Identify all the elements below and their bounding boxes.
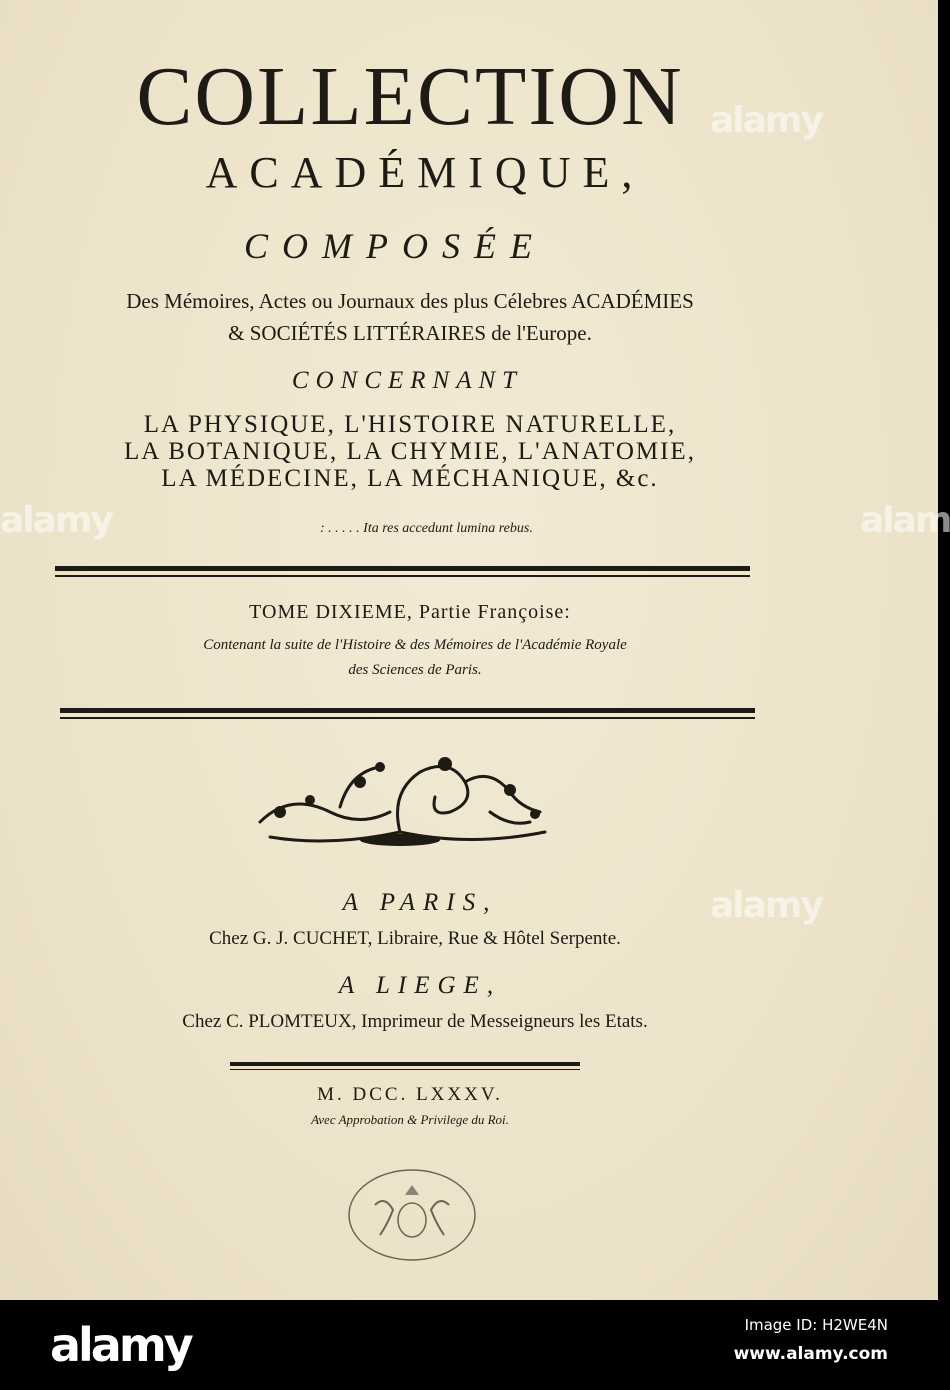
divider-rule-thick	[60, 708, 755, 713]
title-composee: COMPOSÉE	[244, 226, 546, 266]
watermark-mark: alamy	[0, 500, 112, 541]
subjects-line-1: LA PHYSIQUE, L'HISTOIRE NATURELLE,	[143, 411, 677, 438]
museum-stamp-icon	[345, 1165, 480, 1265]
description-line-2: & SOCIÉTÉS LITTÉRAIRES de l'Europe.	[228, 321, 592, 345]
publication-year: M. DCC. LXXXV.	[317, 1084, 503, 1105]
publisher-paris: Chez G. J. CUCHET, Libraire, Rue & Hôtel Serpente.	[209, 928, 621, 949]
title-academique: ACADÉMIQUE,	[205, 148, 645, 197]
watermark-mark: alamy	[710, 100, 822, 141]
divider-rule-thick	[230, 1062, 580, 1066]
floral-ornament-icon	[250, 752, 555, 862]
tome-heading: TOME DIXIEME, Partie Françoise:	[249, 601, 571, 623]
contents-line-1: Contenant la suite de l'Histoire & des Mémoires de l'Académie Royale	[203, 637, 627, 653]
alamy-url: www.alamy.com	[733, 1344, 888, 1364]
divider-rule-thin	[60, 717, 755, 719]
royal-privilege: Avec Approbation & Privilege du Roi.	[311, 1112, 509, 1127]
divider-rule-thick	[55, 566, 750, 571]
publisher-liege: Chez C. PLOMTEUX, Imprimeur de Messeigneurs les Etats.	[182, 1011, 648, 1032]
contents-line-2: des Sciences de Paris.	[348, 662, 482, 678]
watermark-footer	[0, 1300, 938, 1390]
alamy-logo: alamy	[50, 1318, 191, 1372]
concernant-heading: CONCERNANT	[291, 367, 524, 394]
divider-rule-thin	[55, 575, 750, 577]
divider-rule-thin	[230, 1069, 580, 1070]
watermark-mark: alam	[860, 500, 950, 541]
latin-motto: : . . . . . Ita res accedunt lumina rebus.	[320, 521, 533, 536]
watermark-mark: alamy	[710, 885, 822, 926]
city-liege: A LIEGE,	[338, 972, 502, 999]
city-paris: A PARIS,	[342, 889, 498, 916]
description-line-1: Des Mémoires, Actes ou Journaux des plus Célebres ACADÉMIES	[126, 289, 694, 313]
subjects-line-3: LA MÉDECINE, LA MÉCHANIQUE, &c.	[161, 465, 659, 492]
subjects-line-2: LA BOTANIQUE, LA CHYMIE, L'ANATOMIE,	[124, 438, 696, 465]
main-title: COLLECTION	[136, 50, 684, 143]
image-id: Image ID: H2WE4N	[744, 1316, 888, 1334]
